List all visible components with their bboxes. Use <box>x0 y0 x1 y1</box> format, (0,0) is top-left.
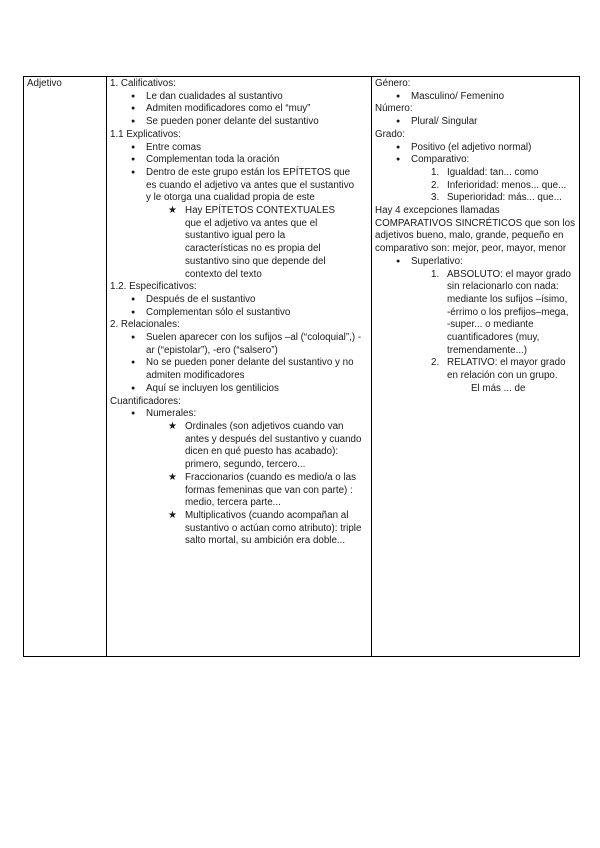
list-item: ● Suelen aparecer con los sufijos –al (“coloquial”,) -ar (“epistolar”), -ero (“salsero”) <box>110 332 368 357</box>
list-item: ● Después de el sustantivo <box>110 294 368 307</box>
numbered-item <box>375 180 576 193</box>
list-item: ● Dentro de este grupo están los EPÍTETOS que es cuando el adjetivo va antes que el sustantivo y le otorga una cualidad propia de este <box>110 167 368 205</box>
adjective-notes-table <box>23 76 580 657</box>
explicativos-heading: 1.1 Explicativos: <box>110 128 181 140</box>
list-item: ● Numerales: <box>110 408 368 421</box>
list-item: ● Masculino/ Femenino <box>375 91 576 104</box>
list-item: ● Complementan sólo el sustantivo <box>110 307 368 320</box>
types-cell <box>107 77 372 657</box>
list-item: ● No se pueden poner delante del sustantivo y no admiten modificadores <box>110 357 368 382</box>
genero-heading: Género: <box>375 78 411 89</box>
item-text: Inferioridad: menos... que... <box>447 179 567 191</box>
excepciones-paragraph: Hay 4 excepciones llamadas COMPARATIVOS SINCRÉTICOS que son los adjetivos bueno, malo, grande, pequeño en comparativo son: mejor, peor, mayor, menor <box>375 205 575 255</box>
item-number: 1. <box>431 268 440 280</box>
item-text: Superioridad: más... que... <box>447 192 562 204</box>
item-number: 2. <box>431 179 440 191</box>
item-text: Igualdad: tan... como <box>447 166 539 178</box>
numbered-item <box>375 357 576 382</box>
item-number: 3. <box>431 192 440 204</box>
list-item: ● Complementan toda la oración <box>110 154 368 167</box>
star-list-item: ★ Hay EPÍTETOS CONTEXTUALES que el adjetivo va antes que el sustantivo igual pero la características no es propia del sustantivo sino que depende del contexto del texto <box>110 205 368 281</box>
category-label: Adjetivo <box>27 78 62 89</box>
grado-heading: Grado: <box>375 128 405 140</box>
cuantificadores-heading: Cuantificadores: <box>110 395 181 407</box>
especificativos-heading: 1.2. Especificativos: <box>110 281 197 293</box>
list-item: ● Plural/ Singular <box>375 116 576 129</box>
features-cell <box>372 77 580 657</box>
list-item: ● Comparativo: <box>375 154 576 167</box>
numbered-item <box>375 192 576 205</box>
star-list-item: ★ Multiplicativos (cuando acompañan al sustantivo o actúan como atributo): triple salto mortal, su ambición era doble... <box>110 510 368 548</box>
category-cell <box>24 77 107 657</box>
item-number: 1. <box>431 166 440 178</box>
star-list-item: ★ Ordinales (son adjetivos cuando van antes y después del sustantivo y cuando dicen en qué puesto has acabado): primero, segundo, tercero... <box>110 421 368 472</box>
list-item: ● Aquí se incluyen los gentilicios <box>110 383 368 396</box>
list-item: ● Entre comas <box>110 142 368 155</box>
item-number: 2. <box>431 357 440 369</box>
list-item: ● Le dan cualidades al sustantivo <box>110 91 368 104</box>
list-item: ● Positivo (el adjetivo normal) <box>375 142 576 155</box>
list-item: ● Admiten modificadores como el “muy” <box>110 103 368 116</box>
el-mas-line: El más ... de <box>471 382 526 394</box>
numero-heading: Número: <box>375 103 413 115</box>
calificativos-heading: 1. Calificativos: <box>110 78 176 89</box>
item-text: ABSOLUTO: el mayor grado sin relacionarlo con nada: mediante los sufijos –ísimo, -érrimo o los prefijos–mega, -super... o mediante cuantificadores (muy, tremendamente...) <box>447 268 571 356</box>
star-list-item: ★ Fraccionarios (cuando es medio/a o las formas femeninas que van con parte) : medio, tercera parte... <box>110 472 368 510</box>
list-item: ● Superlativo: <box>375 256 576 269</box>
numbered-item <box>375 269 576 358</box>
table-row <box>24 77 580 657</box>
relacionales-heading: 2. Relacionales: <box>110 319 180 331</box>
list-item: ● Se pueden poner delante del sustantivo <box>110 116 368 129</box>
item-text: RELATIVO: el mayor grado en relación con un grupo. <box>447 357 566 382</box>
numbered-item <box>375 167 576 180</box>
